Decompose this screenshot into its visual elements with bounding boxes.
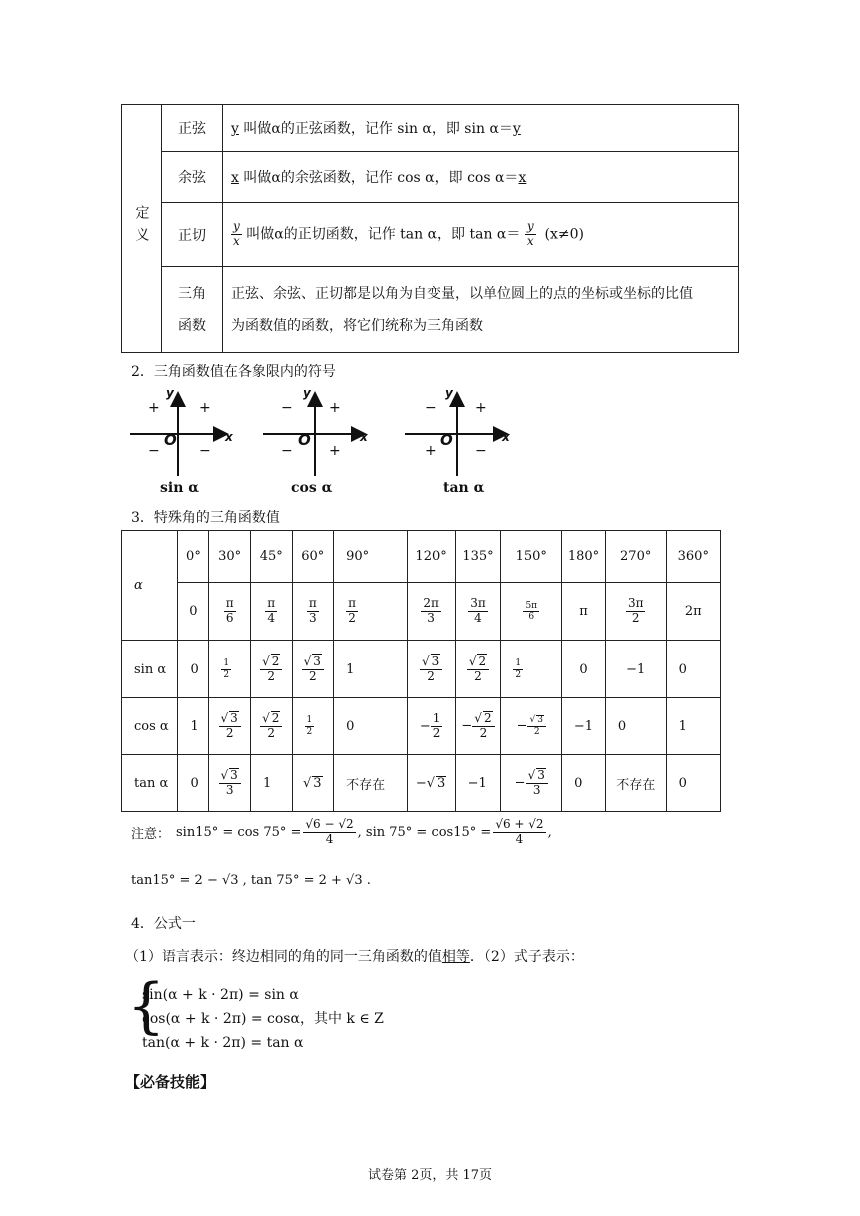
sin-120: $\frac{√ 3}{2}$: [407, 641, 455, 698]
sin-q1: +: [199, 400, 211, 416]
rad-270: $\frac{3\pi}{2}$: [605, 583, 666, 641]
formula-cos: cos(α + k · 2π) = cosα，其中 k ∈ Z: [142, 1011, 384, 1027]
def-name-sine: 正弦: [162, 105, 223, 152]
cos-90: 0: [334, 698, 408, 755]
tangent-fraction-2: $\frac{y}{x}$: [526, 219, 534, 248]
skills-heading: 【必备技能】: [125, 1073, 216, 1091]
rad-150: $\frac{5\pi}{6}$: [501, 583, 562, 641]
deg-150: 150°: [501, 531, 562, 583]
note-frac-1: $\frac{√6 - √2}{4}$: [305, 817, 354, 846]
tan-360: 0: [666, 755, 720, 812]
sin-y-label: y: [166, 386, 174, 400]
deg-270: 270°: [605, 531, 666, 583]
section3-title: 3．特殊角的三角函数值: [131, 510, 280, 526]
def-name-trig: 三角 函数: [162, 267, 223, 353]
sin-0: 0: [178, 641, 209, 698]
section2-title: 2．三角函数值在各象限内的符号: [131, 364, 336, 380]
deg-90: 90°: [334, 531, 408, 583]
def-name-tangent: 正切: [162, 203, 223, 267]
tan-150: − $\frac{√ 3}{3}$: [501, 755, 562, 812]
group-label-cell: [122, 105, 162, 353]
diagram-sin: [130, 393, 227, 476]
deg-120: 120°: [407, 531, 455, 583]
sin-row-label: sin α: [122, 641, 178, 698]
cos-q4: +: [329, 443, 341, 459]
diagram-tan: [405, 393, 507, 476]
cos-270: 0: [605, 698, 666, 755]
cos-row-label: cos α: [122, 698, 178, 755]
formula-tan: tan(α + k · 2π) = tan α: [142, 1035, 304, 1051]
cos-135: − $\frac{√ 2}{2}$: [455, 698, 501, 755]
rad-60: $\frac{\pi}{3}$: [292, 583, 334, 641]
special-angle-table: [121, 530, 721, 812]
deg-0: 0°: [178, 531, 209, 583]
sin-x-label: x: [225, 430, 233, 444]
sin-180: 0: [562, 641, 606, 698]
tan-0: 0: [178, 755, 209, 812]
deg-60: 60°: [292, 531, 334, 583]
def-content-tangent: $\frac{y}{x}$ 叫做α的正切函数，记作 tan α，即 tan α＝ $\frac{y}{x}$ (x≠0): [223, 203, 739, 267]
cos-45: $\frac{√ 2}{2}$: [250, 698, 292, 755]
alpha-header: α: [122, 531, 178, 641]
sin-45: $\frac{√ 2}{2}$: [250, 641, 292, 698]
tan-45: 1: [250, 755, 292, 812]
tan-135: −1: [455, 755, 501, 812]
tan-120: −√ 3: [407, 755, 455, 812]
sin-135: $\frac{√ 2}{2}$: [455, 641, 501, 698]
tan-q3: +: [425, 443, 437, 459]
section4-title: 4．公式一: [131, 916, 196, 932]
sin-q4: −: [199, 443, 211, 459]
cos-60: $\frac{1}{2}$: [292, 698, 334, 755]
deg-360: 360°: [666, 531, 720, 583]
tan-y-label: y: [445, 386, 453, 400]
tan-60: √ 3: [292, 755, 334, 812]
tan-30: $\frac{√ 3}{3}$: [209, 755, 251, 812]
rad-0: 0: [178, 583, 209, 641]
formula-sin: sin(α + k · 2π) = sin α: [142, 987, 299, 1003]
section4-text: （1）语言表示：终边相同的角的同一三角函数的值相等．（2）式子表示：: [125, 949, 584, 965]
deg-30: 30°: [209, 531, 251, 583]
cos-120: − $\frac{1}{2}$: [407, 698, 455, 755]
cos-q3: −: [281, 443, 293, 459]
sin-origin: O: [164, 431, 177, 449]
sin-60: $\frac{√ 3}{2}$: [292, 641, 334, 698]
cos-x-label: x: [360, 430, 368, 444]
cos-q1: +: [329, 400, 341, 416]
sin-30: $\frac{1}{2}$: [209, 641, 251, 698]
cos-180: −1: [562, 698, 606, 755]
tan-row-label: tan α: [122, 755, 178, 812]
cos-origin: O: [298, 431, 311, 449]
cos-q2: −: [281, 400, 293, 416]
sin-q2: +: [148, 400, 160, 416]
tan-caption: tan α: [443, 480, 485, 496]
cos-30: $\frac{√ 3}{2}$: [209, 698, 251, 755]
rad-45: $\frac{\pi}{4}$: [250, 583, 292, 641]
cos-caption: cos α: [291, 480, 333, 496]
deg-135: 135°: [455, 531, 501, 583]
cos-360: 1: [666, 698, 720, 755]
note-frac-2: $\frac{√6 + √2}{4}$: [495, 817, 544, 846]
deg-45: 45°: [250, 531, 292, 583]
sin-caption: sin α: [160, 480, 200, 496]
note-line-2: tan15° = 2 − √3 , tan 75° = 2 + √3 .: [131, 873, 371, 888]
sin-360: 0: [666, 641, 720, 698]
rad-90: $\frac{\pi}{2}$: [334, 583, 408, 641]
formula-brace: {: [127, 971, 166, 1041]
rad-135: $\frac{3\pi}{4}$: [455, 583, 501, 641]
cos-y-label: y: [303, 386, 311, 400]
note-line-1: 注意： sin15° = cos 75° = $\frac{√6 - √2}{4}$ , sin 75° = cos15° = $\frac{√6 + √2}{4}$ ,: [131, 817, 552, 846]
def-content-sine: y 叫做α的正弦函数，记作 sin α，即 sin α＝y: [223, 105, 739, 152]
tan-q1: +: [475, 400, 487, 416]
deg-180: 180°: [562, 531, 606, 583]
tangent-fraction: $\frac{y}{x}$: [233, 219, 240, 248]
tan-90: 不存在: [334, 755, 408, 812]
formula-block: [142, 983, 384, 1055]
cos-150: − $\frac{√ 3}{2}$: [501, 698, 562, 755]
sin-90: 1: [334, 641, 408, 698]
tan-180: 0: [562, 755, 606, 812]
tan-q4: −: [475, 443, 487, 459]
sin-q3: −: [148, 443, 160, 459]
rad-30: $\frac{\pi}{6}$: [209, 583, 251, 641]
sin-150: $\frac{1}{2}$: [501, 641, 562, 698]
definition-table: [121, 104, 739, 353]
rad-120: $\frac{2\pi}{3}$: [407, 583, 455, 641]
group-label: 定义: [133, 204, 150, 249]
tan-origin: O: [440, 431, 453, 449]
sin-270: −1: [605, 641, 666, 698]
def-content-trig: 正弦、余弦、正切都是以角为自变量，以单位圆上的点的坐标或坐标的比值 为函数值的函数，将它们统称为三角函数: [223, 267, 739, 353]
rad-360: 2π: [666, 583, 720, 641]
def-content-cosine: x 叫做α的余弦函数，记作 cos α，即 cos α＝x: [223, 152, 739, 203]
page-footer: 试卷第 2页，共 17页: [367, 1168, 493, 1183]
tan-q2: −: [425, 400, 437, 416]
rad-180: π: [562, 583, 606, 641]
tan-270: 不存在: [605, 755, 666, 812]
cos-0: 1: [178, 698, 209, 755]
diagram-cos: [263, 393, 365, 476]
def-name-cosine: 余弦: [162, 152, 223, 203]
tan-x-label: x: [502, 430, 510, 444]
